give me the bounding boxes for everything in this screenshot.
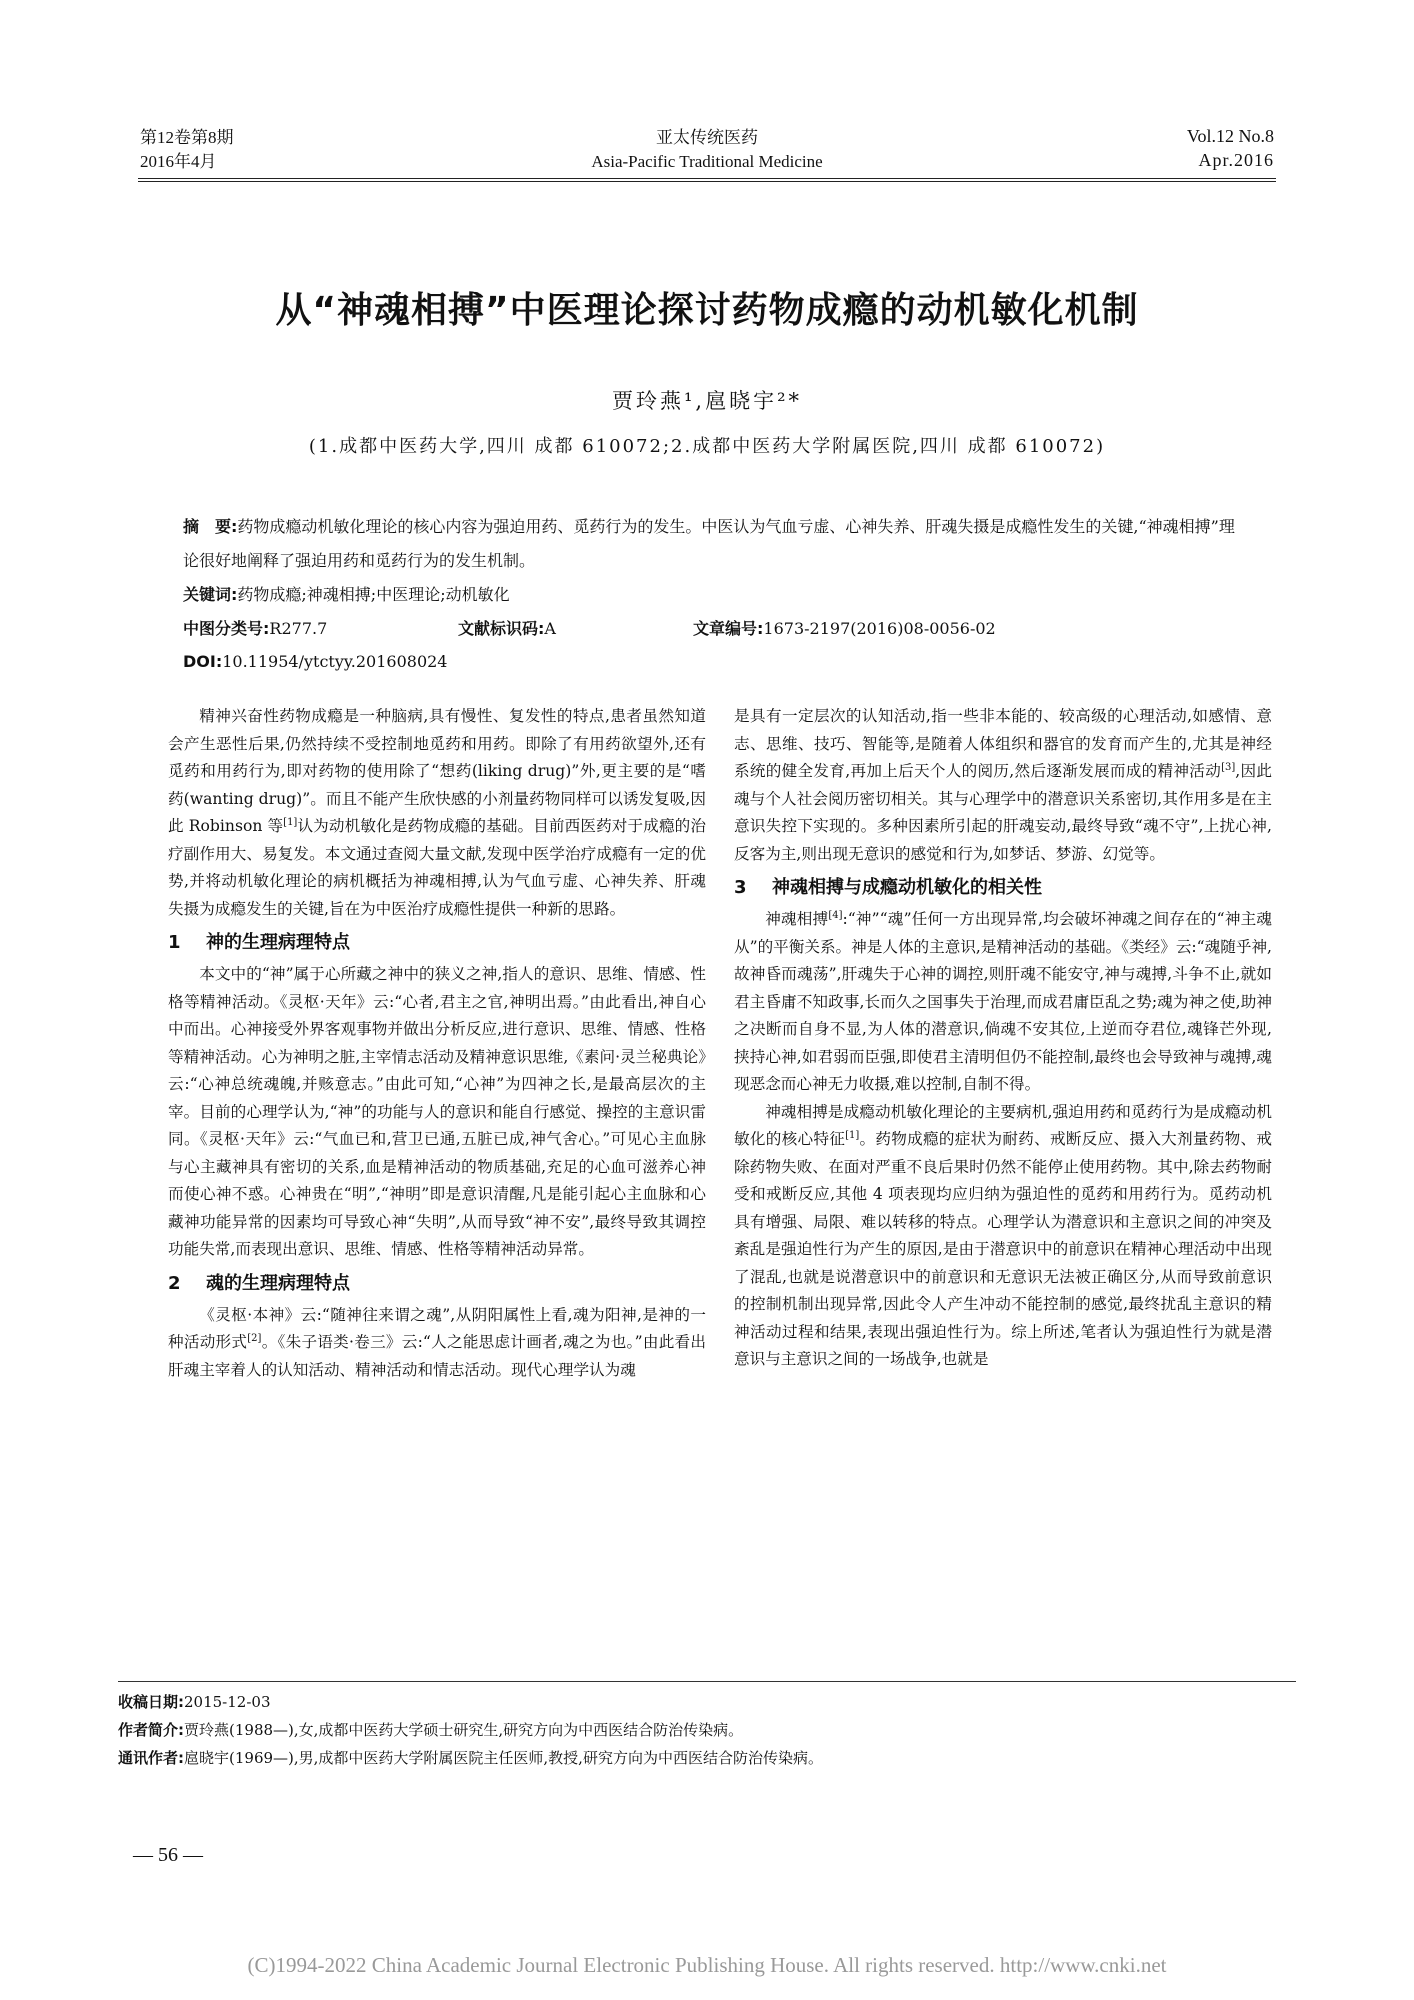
journal-name-en: Asia-Pacific Traditional Medicine (591, 152, 823, 171)
section-heading-2 (168, 1268, 706, 1300)
header-rule-top (138, 178, 1276, 179)
section-heading-1 (168, 927, 706, 959)
continued-paragraph (734, 703, 1272, 868)
section-3-paragraph-1 (734, 906, 1272, 1099)
author-bio-label: 作者简介: (118, 1721, 184, 1739)
footnote-rule (118, 1681, 1296, 1682)
abstract (183, 510, 1243, 578)
intro-text-end: 认为动机敏化是药物成瘾的基础。目前西医药对于成瘾的治疗副作用大、易复发。本文通过查阅大量文献,发现中医学治疗成瘾有一定的优势,并将动机敏化理论的病机概括为神魂相搏,认为气血亏虚、心神失养、肝魂失摄为成瘾发生的关键,旨在为中医治疗成瘾性提供一种新的思路。 (168, 817, 706, 918)
doi-label: DOI: (183, 652, 223, 671)
clc-label: 中图分类号: (183, 619, 270, 638)
affiliations: (1.成都中医药大学,四川 成都 610072;2.成都中医药大学附属医院,四川 成都 610072) (308, 436, 1106, 457)
copyright-watermark: (C)1994-2022 China Academic Journal Electronic Publishing House. All rights reserved. http://www.cnki.net (247, 1953, 1167, 1977)
abstract-label: 摘 要: (183, 517, 238, 536)
section-3-text: 神魂相搏 (765, 910, 829, 928)
date-cn: 2016年4月 (140, 152, 217, 171)
corresponding-author (118, 1744, 1296, 1772)
doc-value: A (544, 619, 556, 638)
section-3-text-2-end: 。药物成瘾的症状为耐药、戒断反应、摄入大剂量药物、戒除药物失败、在面对严重不良后果时仍然不能停止使用药物。其中,除去药物耐受和戒断反应,其他 4 项表现均应归纳为强迫性的觅药和用药行为。觅药动机具有增强、局限、难以转移的特点。心理学认为潜意识和主意识之间的冲突及紊乱是强迫性行为产生的原因,是由于潜意识中的前意识在精神心理活动中出现了混乱,也就是说潜意识中的前意识和无意识无法被正确区分,从而导致前意识的控制机制出现异常,因此令人产生冲动不能控制的感觉,最终扰乱主意识的精神活动过程和结果,表现出强迫性行为。综上所述,笔者认为强迫性行为就是潜意识与主意识之间的一场战争,也就是 (734, 1130, 1272, 1368)
header-rule-bottom (138, 181, 1276, 182)
section-1-paragraph: 本文中的“神”属于心所藏之神中的狭义之神,指人的意识、思维、情感、性格等精神活动。《灵枢·天年》云:“心者,君主之官,神明出焉。”由此看出,神自心中而出。心神接受外界客观事物并做出分析反应,进行意识、思维、情感、性格等精神活动。心为神明之脏,主宰情志活动及精神意识思维,《素问·灵兰秘典论》云:“心神总统魂魄,并赅意志。”由此可知,“心神”为四神之长,是最高层次的主宰。目前的心理学认为,“神”的功能与人的意识和能自行感觉、操控的主意识雷同。《灵枢·天年》云:“气血已和,营卫已通,五脏已成,神气舍心。”可见心主血脉与心主藏神具有密切的关系,血是精神活动的物质基础,充足的心血可滋养心神而使心神不惑。心神贵在“明”,“神明”即是意识清醒,凡是能引起心主血脉和心藏神功能异常的因素均可导致心神“失明”,从而导致“神不安”,最终导致其调控功能失常,而表现出意识、思维、情感、性格等精神活动异常。 (168, 965, 706, 1258)
journal-volume-en (1187, 124, 1274, 172)
article-no-value: 1673-2197(2016)08-0056-02 (763, 619, 996, 638)
citation: [1] (845, 1129, 860, 1141)
received-value: 2015-12-03 (184, 1693, 271, 1711)
section-3-text-end: :“神”“魂”任何一方出现异常,均会破坏神魂之间存在的“神主魂从”的平衡关系。神是人体的主意识,是精神活动的基础。《类经》云:“魂随乎神,故神昏而魂荡”,肝魂失于心神的调控,则肝魂不能安守,神与魂搏,斗争不止,就如君主昏庸不知政事,长而久之国事失于治理,而成君庸臣乱之势;魂为神之使,助神之决断而自身不显,为人体的潜意识,倘魂不安其位,上逆而夺君位,魂锋芒外现,挟持心神,如君弱而臣强,即使君主清明但仍不能控制,最终也会导致神与魂搏,魂现恶念而心神无力收摄,难以控制,自制不得。 (734, 910, 1272, 1093)
citation: [1] (283, 816, 298, 828)
section-number: 2 (168, 1272, 181, 1294)
citation: [3] (1221, 761, 1236, 773)
author-bio-value: 贾玲燕(1988—),女,成都中医药大学硕士研究生,研究方向为中西医结合防治传染病。 (184, 1721, 744, 1739)
section-3-paragraph-2 (734, 1099, 1272, 1374)
intro-paragraph (168, 703, 706, 923)
abstract-text: 药物成瘾动机敏化理论的核心内容为强迫用药、觅药行为的发生。中医认为气血亏虚、心神失养、肝魂失摄是成瘾性发生的关键,“神魂相搏”理论很好地阐释了强迫用药和觅药行为的发生机制。 (183, 517, 1235, 570)
volume-issue-cn: 第12卷第8期 (140, 128, 234, 147)
section-title: 神魂相搏与成瘾动机敏化的相关性 (772, 877, 1042, 898)
continued-text: 是具有一定层次的认知活动,指一些非本能的、较高级的心理活动,如感情、意志、思维、技巧、智能等,是随着人体组织和器官的发育而产生的,尤其是神经系统的健全发育,再加上后天个人的阅历,然后逐渐发展而成的精神活动 (734, 707, 1272, 780)
classification-line (183, 612, 1243, 646)
citation: [4] (828, 909, 843, 921)
right-column (734, 703, 1272, 1374)
doi-value: 10.11954/ytctyy.201608024 (222, 652, 448, 671)
citation: [2] (247, 1332, 262, 1344)
intro-text: 精神兴奋性药物成瘾是一种脑病,具有慢性、复发性的特点,患者虽然知道会产生恶性后果,仍然持续不受控制地觅药和用药。即除了有用药欲望外,还有觅药和用药行为,即对药物的使用除了“想药(liking drug)”外,更主要的是“嗜药(wanting drug)”。而且不能产生欣快感的小剂量药物同样可以诱发复吸,因此 Robinson 等 (168, 707, 706, 835)
document-code (458, 612, 693, 646)
section-title: 魂的生理病理特点 (206, 1272, 350, 1294)
doc-label: 文献标识码: (458, 619, 545, 638)
continued-text-end: ,因此魂与个人社会阅历密切相关。其与心理学中的潜意识关系密切,其作用多是在主意识失控下实现的。多种因素所引起的肝魂妄动,最终导致“魂不守”,上扰心神,反客为主,则出现无意识的感觉和行为,如梦话、梦游、幻觉等。 (734, 762, 1272, 863)
clc-value: R277.7 (269, 619, 328, 638)
article-title: 从“神魂相搏”中医理论探讨药物成瘾的动机敏化机制 (275, 290, 1139, 331)
page-number: — 56 — (133, 1844, 203, 1866)
section-number: 3 (734, 877, 747, 898)
keywords-label: 关键词: (183, 585, 238, 604)
corr-label: 通讯作者: (118, 1749, 184, 1767)
article-number (693, 619, 996, 638)
keywords (183, 578, 1243, 612)
date-en: Apr.2016 (1198, 150, 1274, 170)
left-column (168, 703, 706, 1384)
section-3-text-2: 神魂相搏是成瘾动机敏化理论的主要病机,强迫用药和觅药行为是成瘾动机敏化的核心特征 (734, 1102, 1272, 1148)
section-2-text-end: 。《朱子语类·卷三》云:“人之能思虑计画者,魂之为也。”由此看出肝魂主宰着人的认知活动、精神活动和情志活动。现代心理学认为魂 (168, 1333, 706, 1379)
section-title: 神的生理病理特点 (206, 932, 350, 953)
author-bio (118, 1716, 1296, 1744)
section-heading-3 (734, 872, 1272, 904)
received-date (118, 1688, 1296, 1716)
received-label: 收稿日期: (118, 1693, 184, 1711)
keywords-text: 药物成瘾;神魂相搏;中医理论;动机敏化 (237, 585, 510, 604)
section-2-paragraph (168, 1302, 706, 1385)
footnotes (118, 1688, 1296, 1772)
section-2-text: 《灵枢·本神》云:“随神往来谓之魂”,从阴阳属性上看,魂为阳神,是神的一种活动形式 (168, 1305, 706, 1351)
article-no-label: 文章编号: (693, 619, 764, 638)
volume-issue-en: Vol.12 No.8 (1186, 126, 1274, 146)
clc-code (183, 612, 458, 646)
doi (183, 645, 1243, 679)
section-number: 1 (168, 932, 181, 953)
corr-value: 扈晓宇(1969—),男,成都中医药大学附属医院主任医师,教授,研究方向为中西医结合防治传染病。 (184, 1749, 823, 1767)
author-list: 贾玲燕¹,扈晓宇²* (611, 389, 802, 413)
journal-name-cn: 亚太传统医药 (656, 128, 758, 147)
